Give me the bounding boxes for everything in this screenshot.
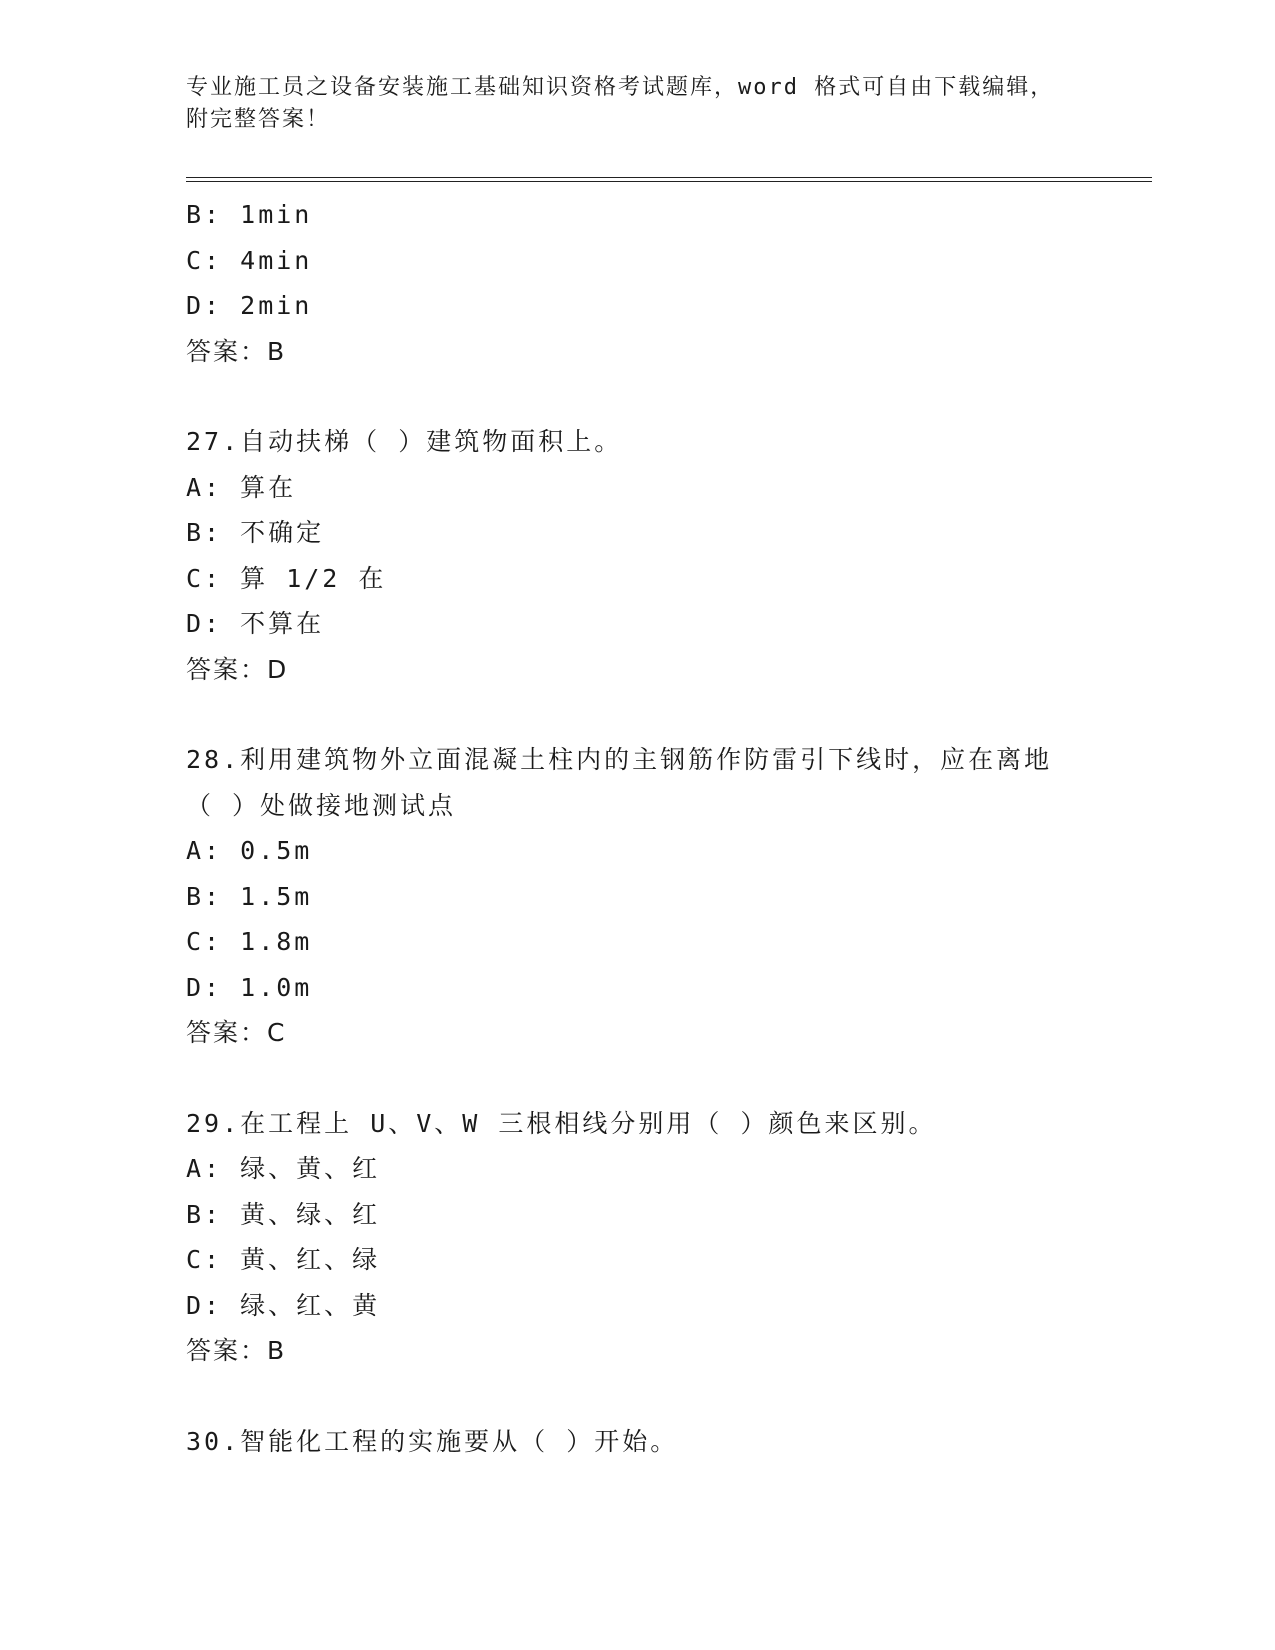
q27-option-b: B: 不确定 <box>186 518 325 547</box>
q29-question: 29.在工程上 U、V、W 三根相线分别用（ ）颜色来区别。 <box>186 1108 937 1138</box>
q29-option-b: B: 黄、绿、红 <box>186 1199 381 1229</box>
question-content <box>186 192 1146 1464</box>
q26-option-c: C: 4min <box>186 245 313 275</box>
header-title-line-1: 专业施工员之设备安装施工基础知识资格考试题库，word 格式可自由下载编辑， <box>186 75 1055 100</box>
q30-question: 30.智能化工程的实施要从（ ）开始。 <box>186 1426 679 1456</box>
q29-option-d: D: 绿、红、黄 <box>186 1290 381 1320</box>
q28-option-c: C: 1.8m <box>186 927 313 956</box>
page-header <box>186 72 1086 136</box>
q29-answer: 答案：B <box>186 1336 287 1365</box>
q27-option-d: D: 不算在 <box>186 609 325 638</box>
q26-option-d: D: 2min <box>186 291 313 320</box>
q28-question-line-2: （ ）处做接地测试点 <box>186 790 457 820</box>
q27-answer: 答案：D <box>186 654 289 684</box>
question-27-block <box>186 419 1146 692</box>
q28-option-a: A: 0.5m <box>186 836 313 865</box>
header-title-line-2: 附完整答案！ <box>186 107 331 132</box>
q28-answer: 答案：C <box>186 1018 287 1047</box>
q28-question-line-1: 28.利用建筑物外立面混凝土柱内的主钢筋作防雷引下线时，应在离地 <box>186 745 1053 774</box>
question-30-block <box>186 1419 1146 1465</box>
question-28-block <box>186 737 1146 1056</box>
q28-option-b: B: 1.5m <box>186 881 313 911</box>
spacer <box>186 1374 1146 1419</box>
q27-option-a: A: 算在 <box>186 472 297 502</box>
q27-question: 27.自动扶梯（ ）建筑物面积上。 <box>186 427 623 456</box>
spacer <box>186 1056 1146 1101</box>
q28-option-d: D: 1.0m <box>186 972 313 1002</box>
header-divider <box>186 177 1152 182</box>
question-29-block <box>186 1101 1146 1374</box>
spacer <box>186 374 1146 419</box>
question-26-block <box>186 192 1146 374</box>
q27-option-c: C: 算 1/2 在 <box>186 563 387 593</box>
spacer <box>186 692 1146 737</box>
q26-answer: 答案：B <box>186 336 287 366</box>
q29-option-c: C: 黄、红、绿 <box>186 1245 381 1274</box>
q29-option-a: A: 绿、黄、红 <box>186 1154 381 1183</box>
q26-option-b: B: 1min <box>186 200 313 229</box>
